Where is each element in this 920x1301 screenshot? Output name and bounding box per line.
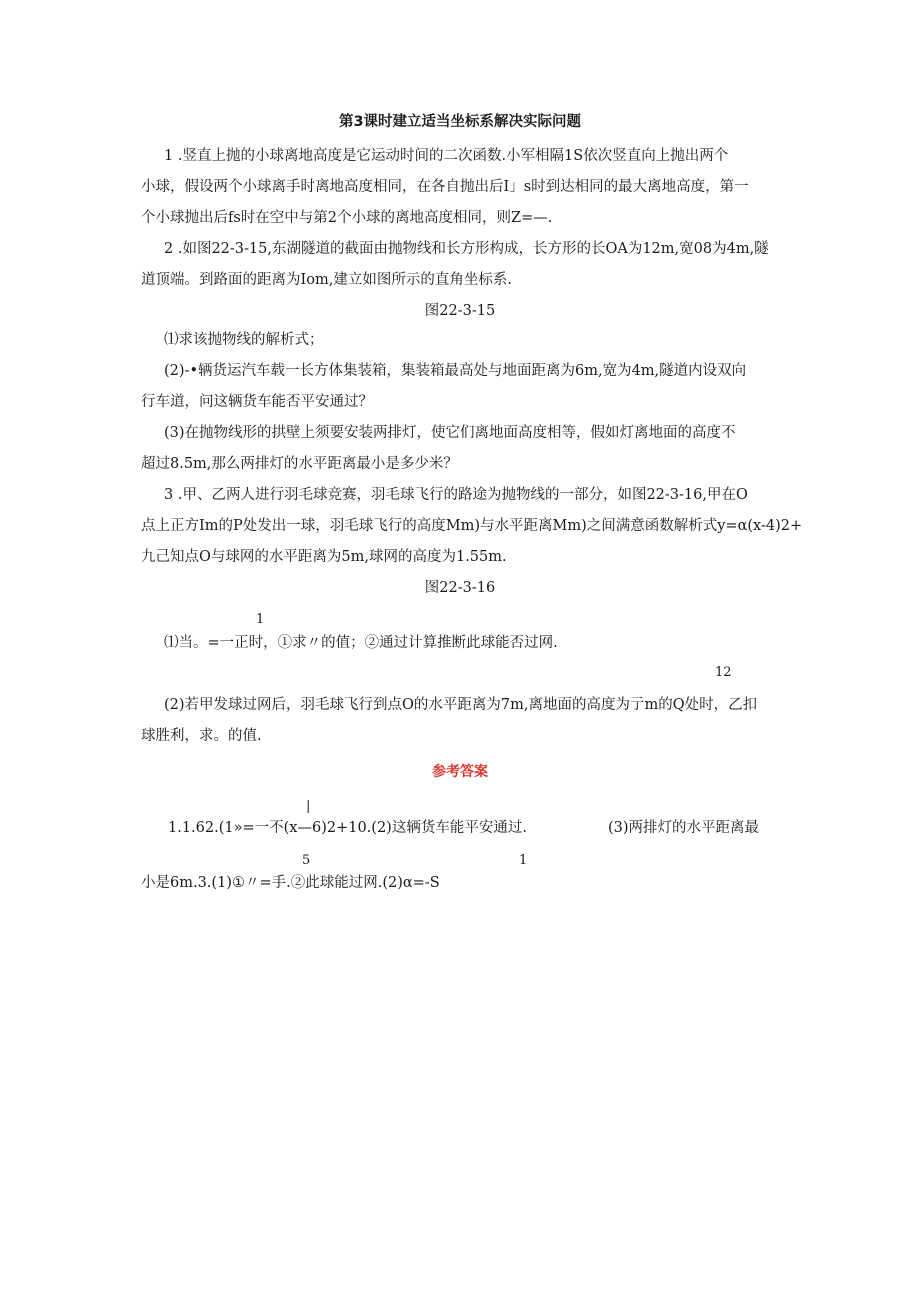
q2-part-2-line-1: (2)-•辆货运汽车载一长方体集装箱，集装箱最高处与地面距离为6m,宽为4m,隧道内设双向: [164, 363, 747, 379]
q2-line-2: 道顶端。到路面的距离为Iom,建立如图所示的直角坐标系.: [141, 272, 512, 288]
q3-line-1: 3 .甲、乙两人进行羽毛球竞赛，羽毛球飞行的路途为抛物线的一部分，如图22-3-16,甲在O: [164, 487, 748, 503]
figure-caption-22-3-16: 图22-3-16: [424, 580, 496, 596]
answers-line-1: 1.1.62.(1»=一不(x—6)2+10.(2)这辆货车能平安通过.: [168, 820, 527, 836]
page-title: 第3课时建立适当坐标系解决实际问题: [338, 114, 582, 130]
answers-heading: 参考答案: [432, 764, 488, 780]
q1-line-3: 个小球抛出后fs时在空中与第2个小球的离地高度相同，则Z=—.: [141, 210, 553, 226]
q3-part-2-line-2: 球胜利，求。的值.: [141, 728, 262, 744]
answers-fraction-1: 1: [519, 853, 528, 868]
q3-part-1: ⑴当。=一正时，①求〃的值；②通过计算推断此球能否过网.: [164, 635, 558, 651]
answers-line-2: 小是6m.3.(1)①〃=手.②此球能过网.(2)α=-S: [141, 875, 440, 891]
q2-part-2-line-2: 行车道，问这辆货车能否平安通过？: [141, 394, 373, 410]
q2-line-1: 2 .如图22-3-15,东湖隧道的截面由抛物线和长方形构成，长方形的长OA为12m,宽08为4m,隧: [164, 241, 769, 257]
q3-line-2: 点上正方Im的P处发出一球，羽毛球飞行的高度Mm)与水平距离Mm)之间满意函数解析式y=α(x-4)2+: [141, 518, 803, 534]
q2-part-1: ⑴求该抛物线的解析式；: [164, 332, 324, 348]
answers-fraction-5: 5: [302, 853, 311, 868]
q1-line-1: 1 .竖直上抛的小球离地高度是它运动时间的二次函数.小军相隔1S依次竖直向上抛出两个: [164, 148, 729, 164]
q3-line-3: 九己知点O与球网的水平距离为5m,球网的高度为1.55m.: [141, 549, 507, 565]
q3-fraction-numerator: 1: [256, 612, 265, 627]
answers-fraction-bar: |: [306, 799, 311, 814]
answers-line-1-right: (3)两排灯的水平距离最: [608, 820, 760, 836]
q3-fraction-12: 12: [715, 665, 732, 680]
q1-line-2: 小球，假设两个小球离手时离地高度相同，在各自抛出后I」s时到达相同的最大离地高度，第一: [141, 179, 749, 195]
q2-part-3-line-2: 超过8.5m,那么两排灯的水平距离最小是多少米？: [141, 456, 458, 472]
figure-caption-22-3-15: 图22-3-15: [424, 303, 496, 319]
q2-part-3-line-1: (3)在抛物线形的拱壁上须要安装两排灯，使它们离地面高度相等，假如灯离地面的高度不: [164, 425, 736, 441]
q3-part-2-line-1: (2)若甲发球过网后，羽毛球飞行到点O的水平距离为7m,离地面的高度为亍m的Q处时，乙扣: [164, 697, 758, 713]
